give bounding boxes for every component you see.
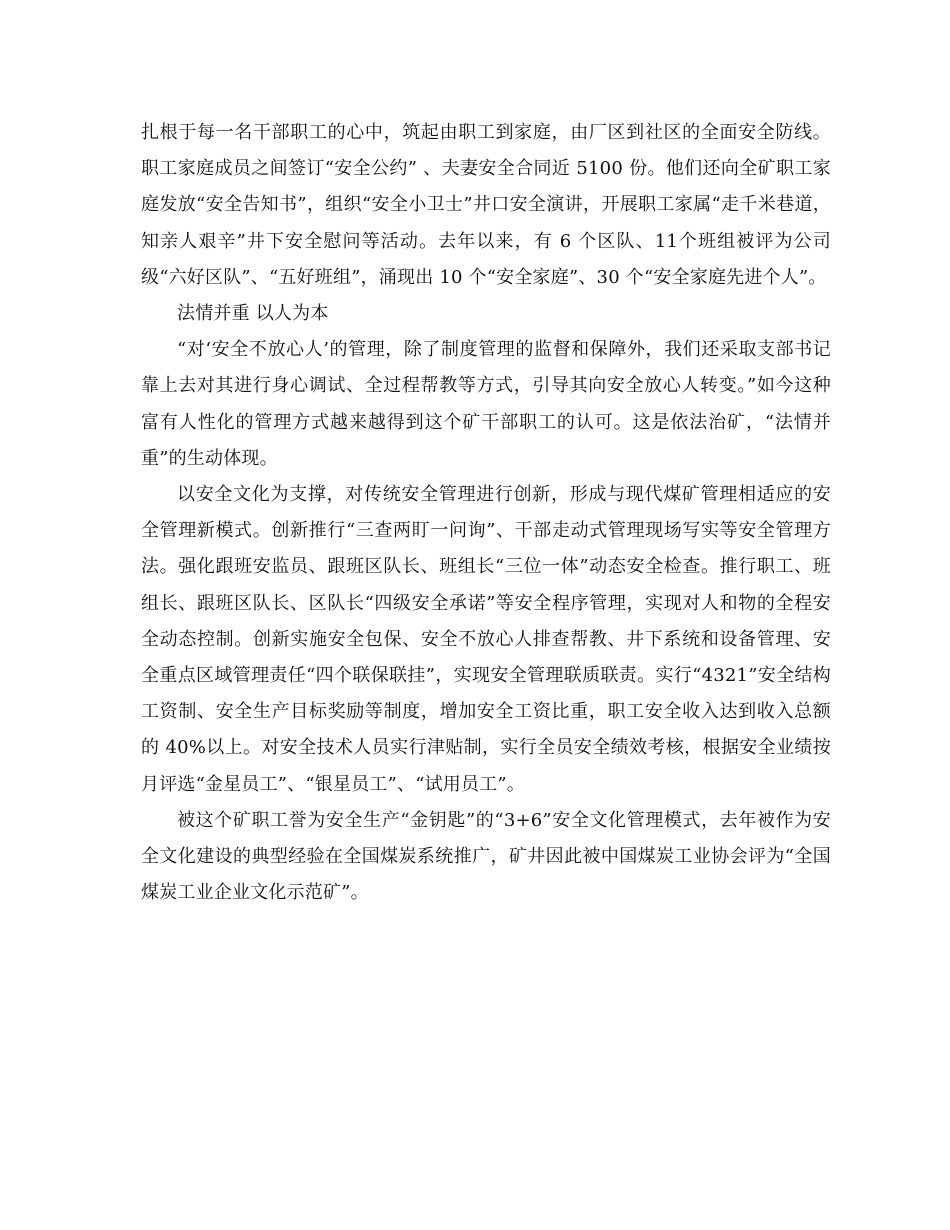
paragraph-safety-defense-line: 扎根于每一名干部职工的心中，筑起由职工到家庭，由厂区到社区的全面安全防线。职工家庭成员之间签订“安全公约” 、夫妻安全合同近 5100 份。他们还向全矿职工家庭发放“安全告知书”，组织“安全小卫士”井口安全演讲，开展职工家属“走千米巷道，知亲人艰辛”井下安全慰问等活动。去年以来，有 6 个区队、11个班组被评为公司级“六好区队”、“五好班组”，涌现出 10 个“安全家庭”、30 个“安全家庭先进个人”。 xyxy=(141,122,831,288)
document-body xyxy=(141,115,831,911)
paragraph-management-innovation: 以安全文化为支撑，对传统安全管理进行创新，形成与现代煤矿管理相适应的安全管理新模式。创新推行“三查两盯一问询”、干部走动式管理现场写实等安全管理方法。强化跟班安监员、跟班区队长、班组长“三位一体”动态安全检查。推行职工、班组长、跟班区队长、区队长“四级安全承诺”等安全程序管理，实现对人和物的全程安全动态控制。创新实施安全包保、安全不放心人排查帮教、井下系统和设备管理、安全重点区域管理责任“四个联保联挂”，实现安全管理联质联责。实行“4321”安全结构工资制、安全生产目标奖励等制度，增加安全工资比重，职工安全收入达到收入总额的 40%以上。对安全技术人员实行津贴制，实行全员安全绩效考核，根据安全业绩按月评选“金星员工”、“银星员工”、“试用员工”。 xyxy=(141,484,831,795)
paragraph-unreliable-personnel: “对‘安全不放心人’的管理，除了制度管理的监督和保障外，我们还采取支部书记靠上去对其进行身心调试、全过程帮教等方式，引导其向安全放心人转变。”如今这种富有人性化的管理方式越来越得到这个矿干部职工的认可。这是依法治矿，“法情并重”的生动体现。 xyxy=(141,339,831,469)
section-heading: 法情并重 以人为本 xyxy=(177,303,329,325)
paragraph-golden-key-model: 被这个矿职工誉为安全生产“金钥匙”的“3+6”安全文化管理模式，去年被作为安全文化建设的典型经验在全国煤炭系统推广，矿井因此被中国煤炭工业协会评为“全国煤炭工业企业文化示范矿”。 xyxy=(141,809,831,904)
